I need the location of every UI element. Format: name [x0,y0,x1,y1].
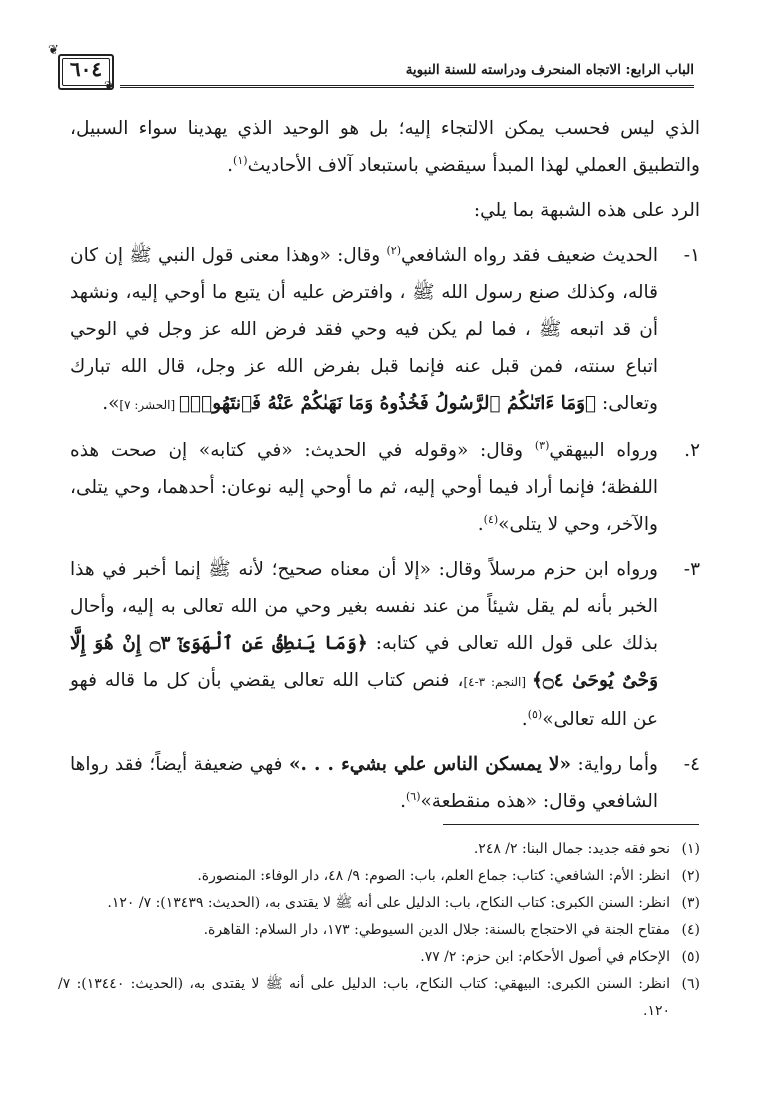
item-number: ٣- [683,559,700,580]
footnote-text: انظر: السنن الكبرى: البيهقي: كتاب النكاح، باب: الدليل على أنه ﷺ لا يقتدى به، (الحديث: ١٣٤٤٠): ٧/ ١٢٠. [58,976,670,1019]
footnote-item [58,971,700,1025]
list-item [70,432,700,543]
footnote-item [58,917,700,944]
flourish-ornament-icon: ❦ [48,43,59,58]
item-text: الحديث ضعيف فقد رواه الشافعي [400,245,658,266]
footnote-marker: (٥) [527,707,543,721]
footnote-text: انظر: السنن الكبرى: كتاب النكاح، باب: الدليل على أنه ﷺ لا يقتدى به، (الحديث: ١٣٤٣٩): ٧/ ١٢٠. [107,895,670,911]
footnote-text: الإحكام في أصول الأحكام: ابن حزم: ٢/ ٧٧. [420,949,670,965]
page-number: ٦٠٤ [69,57,103,81]
item-text: ورواه ابن حزم مرسلاً وقال: «إلا أن معناه صحيح؛ لأنه ﷺ إنما أخبر في هذا الخبر بأنه لم يقل شيئاً من عند نفسه بغير وحي من الله تعالى به إليه، وأحال بذلك على قول الله تعالى في كتابه: [70,559,658,654]
footnote-marker: (٤) [483,512,499,526]
page-header [46,43,694,94]
footnote-item [58,836,700,863]
main-text [70,110,700,828]
verse-reference: [الحشر: ٧] [119,398,179,412]
item-text: ، فنص كتاب الله تعالى يقضي بأن كل ما قاله فهو عن الله تعالى» [70,670,658,730]
intro-paragraph [70,110,700,184]
item-text: ». [102,393,120,414]
quran-verse: ﴿وَمَا ءَاتَىٰكُمُ ٱلرَّسُولُ فَخُذُوهُ وَمَا نَهَىٰكُمْ عَنْهُ فَٱنتَهُوا۟﴾ [178,393,597,414]
footnote-item [58,863,700,890]
header-rule [120,85,694,88]
item-text: . [521,709,528,730]
footnote-number: (٣) [681,895,700,911]
footnote-number: (٦) [681,976,700,992]
footnote-marker: (٢) [386,243,401,257]
item-number: ١- [683,245,700,266]
item-number: ٤- [683,754,700,775]
footnote-item [58,890,700,917]
quran-verse: ﴿وَمَا يَنطِقُ عَنِ ٱلْهَوَىٰٓ ۝٣ إِنْ هُوَ إِلَّا وَحْىٌ يُوحَىٰ ۝٤﴾ [70,633,658,691]
footnote-number: (١) [681,841,700,857]
footnote-number: (٢) [681,868,700,884]
paragraph-text: . [227,155,234,176]
item-text: ورواه البيهقي [549,440,658,461]
item-number: ٢. [684,440,700,461]
flourish-ornament-icon: ❦ [104,79,115,94]
item-text: . [477,514,484,535]
quoted-narration: «لا يمسكن الناس علي بشيء . . .» [288,754,572,775]
item-text: فهي ضعيفة أيضاً؛ فقد رواها الشافعي وقال: «هذه منقطعة» [70,754,658,812]
list-item [70,551,700,738]
footnote-text: انظر: الأم: الشافعي: كتاب: جماع العلم، باب: الصوم: ٩/ ٤٨، دار الوفاء: المنصورة. [197,868,670,884]
running-header-title: الباب الرابع: الاتجاه المنحرف ودراسته للسنة النبوية [405,62,694,78]
item-text: وقال: «وقوله في الحديث: «في كتابه» إن صحت هذه اللفظة؛ فإنما أراد فيما أوحي إليه، ثم ما أوحي إليه نوعان: أحدهما، وحي يتلى، والآخر، وحي لا يتلى» [70,440,658,535]
footnote-item [58,944,700,971]
footnote-marker: (١) [233,153,248,167]
footnote-marker: (٦) [405,789,421,803]
list-item [70,746,700,820]
footnote-separator [443,824,699,825]
item-text: . [400,791,406,812]
footnotes [58,836,700,1025]
reply-heading: الرد على هذه الشبهة بما يلي: [473,200,700,221]
footnote-number: (٥) [681,949,700,965]
item-text: وأما رواية: [571,754,658,775]
list-item [70,237,700,424]
footnote-number: (٤) [681,922,700,938]
page-number-frame [46,43,120,94]
footnote-text: نحو فقه جديد: جمال البنا: ٢/ ٢٤٨. [473,841,670,857]
item-text: وقال: «وهذا معنى قول النبي ﷺ إن كان قاله، وكذلك صنع رسول الله ﷺ ، وافترض عليه أن يتبع ما أوحي إليه، ونشهد أن قد اتبعه ﷺ ، فما لم يكن فيه وحي فقد فرض الله عز وجل في الوحي اتباع سنته، فمن قبل عنه فإنما قبل بفرض الله عز وجل، قال الله تبارك وتعالى: [70,245,658,414]
footnote-text: مفتاح الجنة في الاحتجاج بالسنة: جلال الدين السيوطي: ١٧٣، دار السلام: القاهرة. [203,922,670,938]
paragraph-text: الذي ليس فحسب يمكن الالتجاء إليه؛ بل هو الوحيد الذي يهدينا سواء السبيل، والتطبيق العملي لهذا المبدأ سيقضي باستبعاد آلاف الأحاديث [70,118,700,176]
verse-reference: [النجم: ٣-٤] [463,675,532,689]
footnote-marker: (٣) [534,438,550,452]
